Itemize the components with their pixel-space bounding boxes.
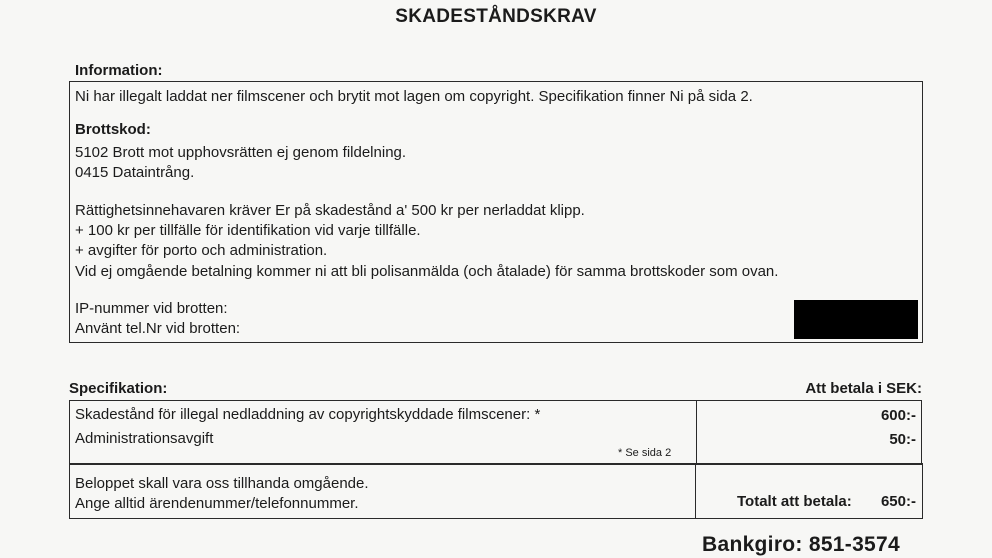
phone-number-label: Använt tel.Nr vid brotten: [75, 320, 241, 337]
demand-line: + 100 kr per tillfälle för identifikation vid varje tillfälle. [75, 222, 421, 239]
spec-item-amount: 50:- [889, 431, 916, 448]
information-text: Ni har illegalt laddat ner filmscener och brytit mot lagen om copyright. Specifikation finner Ni på sida 2. [75, 88, 753, 105]
brottskod-line: 5102 Brott mot upphovsrätten ej genom fildelning. [75, 144, 407, 161]
demand-line: + avgifter för porto och administration. [75, 242, 328, 259]
document-title: SKADESTÅNDSKRAV [395, 6, 597, 27]
total-label: Totalt att betala: [737, 493, 852, 510]
ip-number-label: IP-nummer vid brotten: [75, 300, 228, 317]
total-amount: 650:- [880, 493, 916, 510]
note-line: Ange alltid ärendenummer/telefonnummer. [75, 495, 359, 512]
information-heading: Information: [75, 62, 163, 79]
specification-heading: Specifikation: [69, 380, 168, 397]
spec-item-label: Administrationsavgift [75, 430, 214, 447]
brottskod-heading: Brottskod: [75, 121, 151, 138]
spec-item-amount: 600:- [880, 407, 916, 424]
note-line: Beloppet skall vara oss tillhanda omgående. [75, 475, 369, 492]
total-box [695, 463, 923, 519]
brottskod-line: 0415 Dataintrång. [75, 164, 195, 181]
demand-line: Vid ej omgående betalning kommer ni att bli polisanmälda (och åtalade) för samma brottskoder som ovan. [75, 263, 779, 280]
amount-heading: Att betala i SEK: [805, 380, 922, 397]
redacted-block [794, 300, 918, 339]
spec-footnote: * Se sida 2 [618, 447, 672, 459]
bankgiro-number: Bankgiro: 851-3574 [702, 533, 900, 556]
demand-line: Rättighetsinnehavaren kräver Er på skadestånd a' 500 kr per nerladdat klipp. [75, 202, 585, 219]
spec-item-label: Skadestånd för illegal nedladdning av copyrightskyddade filmscener: * [75, 406, 541, 423]
